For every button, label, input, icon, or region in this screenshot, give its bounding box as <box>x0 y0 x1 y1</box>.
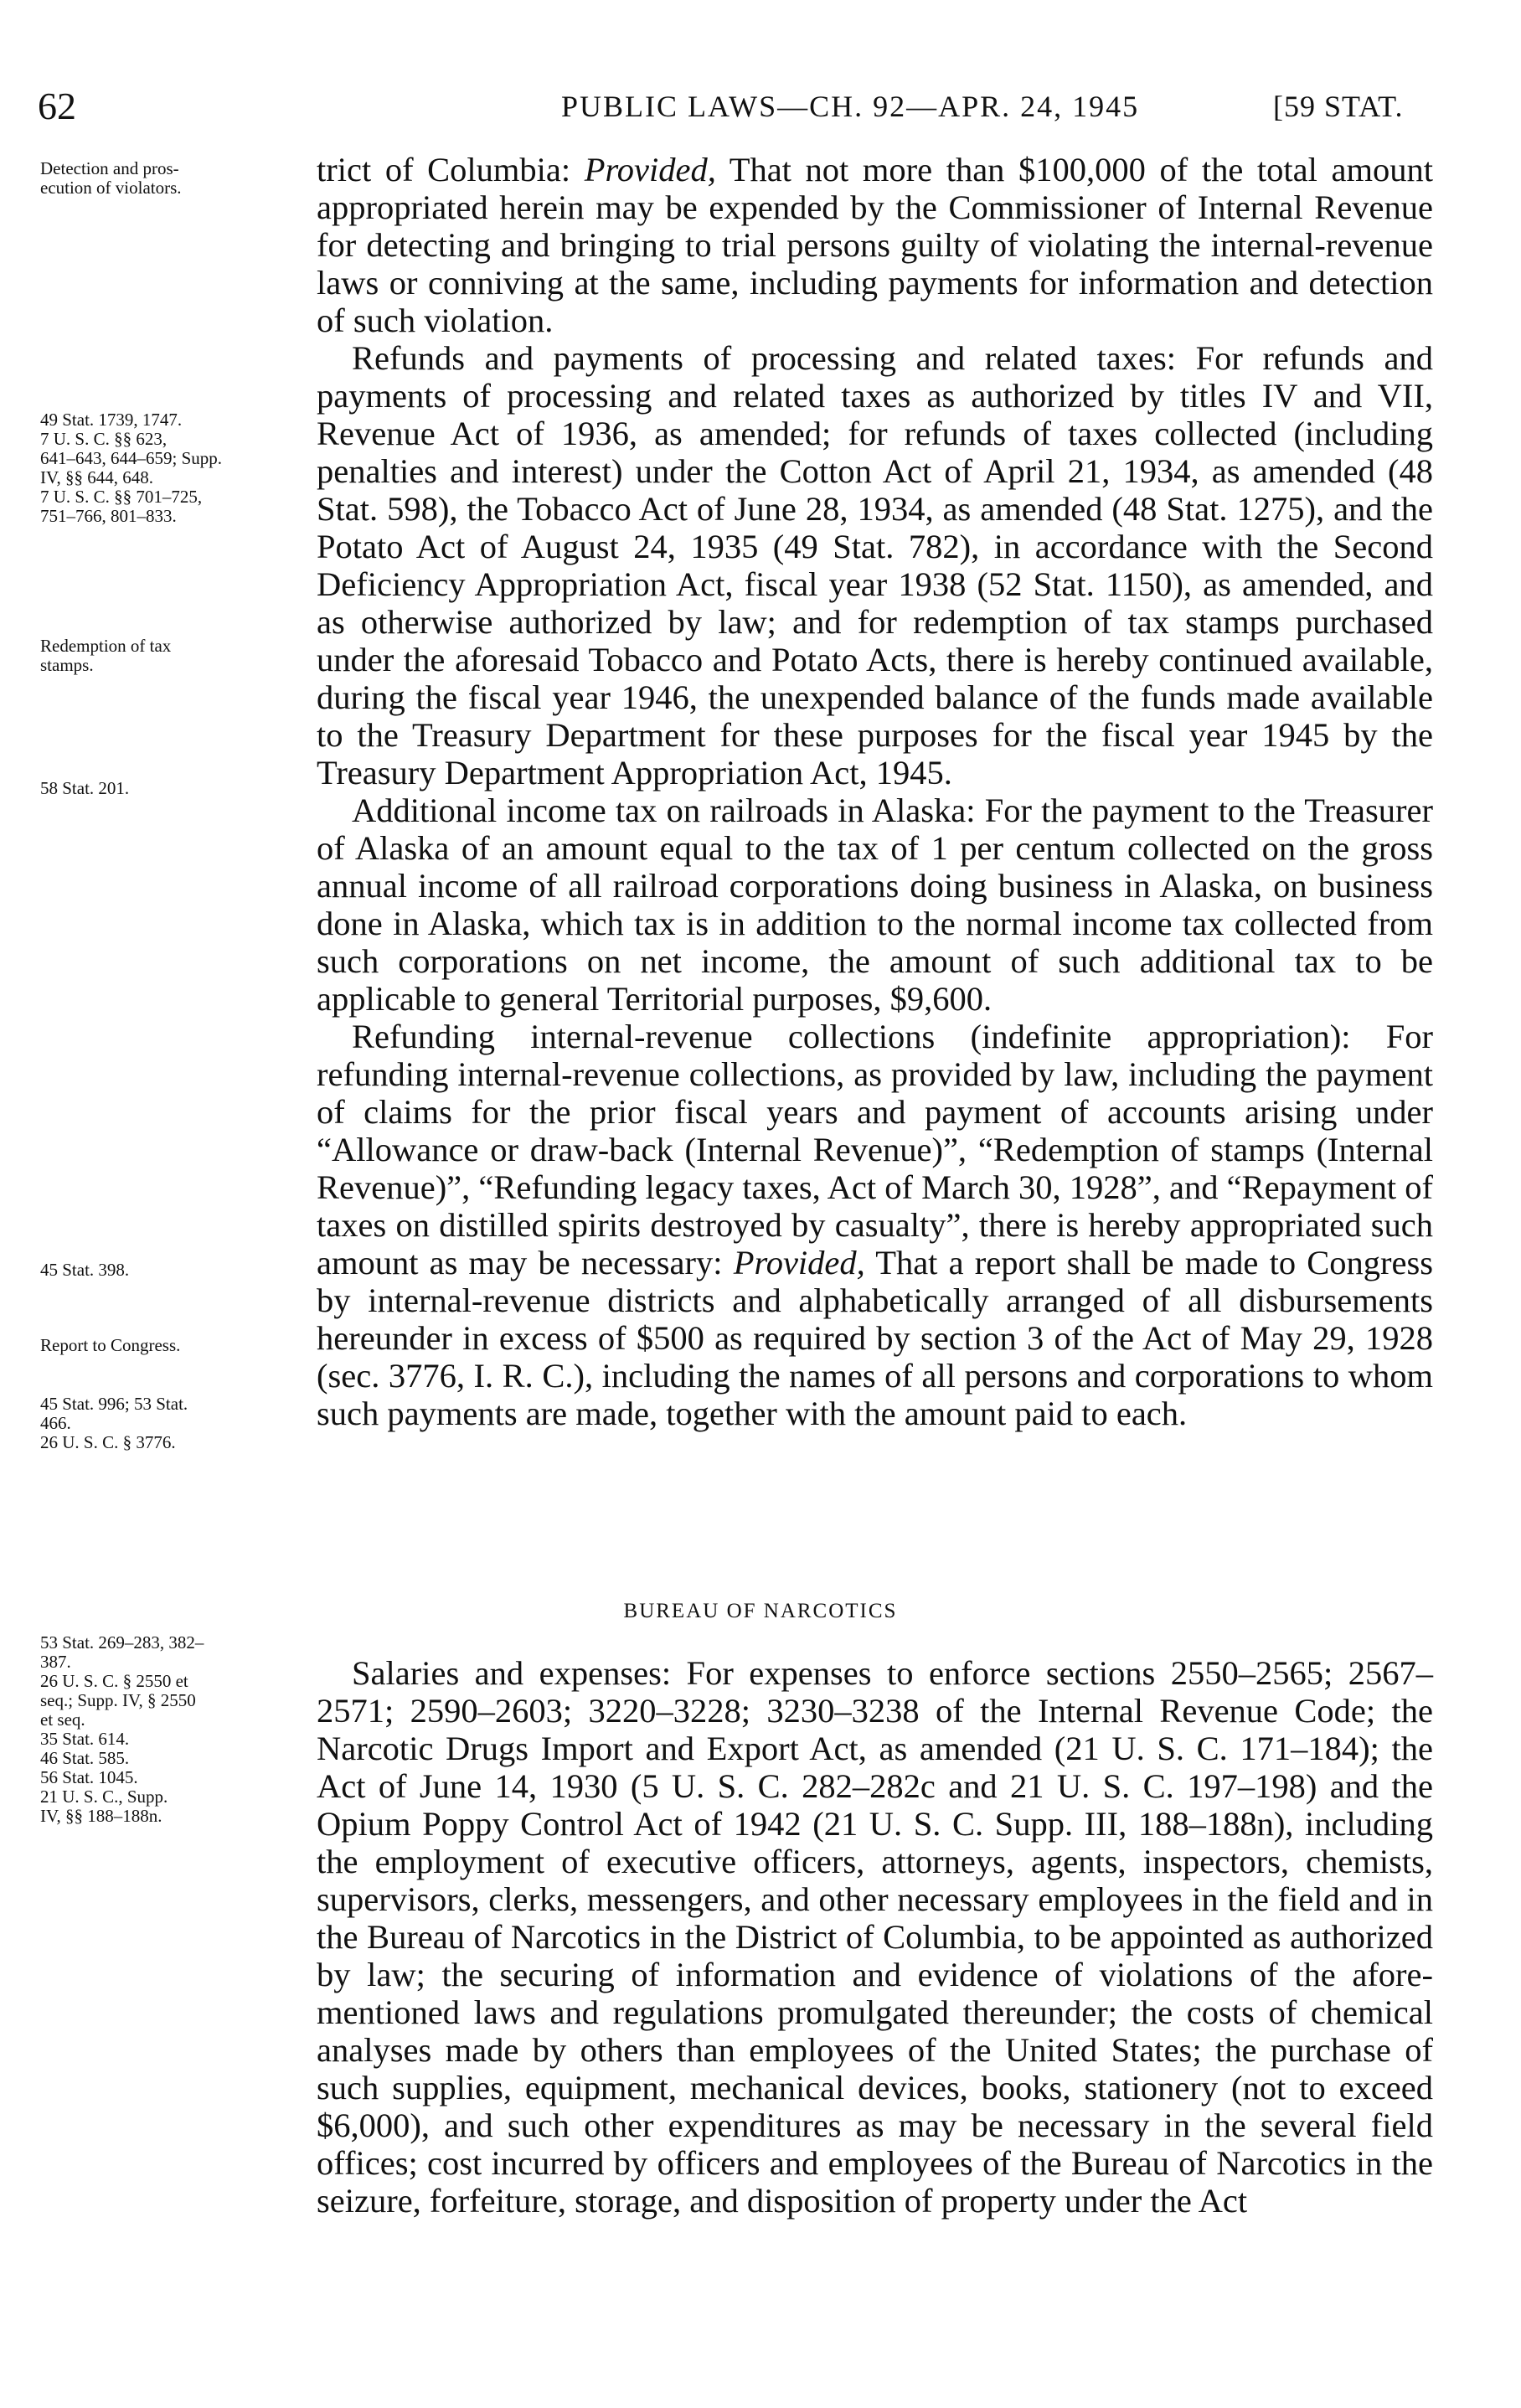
margin-note-line: 26 U. S. C. § 2550 et <box>40 1671 188 1691</box>
paragraph-narcotics-salaries: Salaries and expenses: For expenses to enforce sections 2550–2565; 2567–2571; 2590–2603; 3220–3228; 3230–3238 of the Internal Revenue Code; the Narcotic Drugs Import and Export Act, as amended (21 U. S. C. 171–184); the Act of June 14, 1930 (5 U. S. C. 282–282c and 21 U. S. C. 197–198) and the Opium Poppy Control Act of 1942 (21 U. S. C. Supp. III, 188–188n), including the employment of executive officers, attorneys, agents, inspectors, chemists, supervisors, clerks, messengers, and other necessary employees in the field and in the Bureau of Narcotics in the District of Columbia, to be appointed as authorized by law; the securing of information and evidence of violations of the afore-mentioned laws and regulations promulgated thereunder; the costs of chemical analyses made by others than employees of the United States; the purchase of such supplies, equipment, mechanical devices, books, stationery (not to exceed $6,000), and such other expenditures as may be necessary in the several field offices; cost incurred by officers and employees of the Bureau of Narcotics in the seizure, forfeiture, storage, and disposition of property under the Act <box>317 1654 1433 2220</box>
margin-note-line: 26 U. S. C. § 3776. <box>40 1432 176 1452</box>
margin-note-line: 751–766, 801–833. <box>40 506 177 526</box>
margin-note-line: 45 Stat. 398. <box>40 1260 130 1280</box>
margin-note-line: 56 Stat. 1045. <box>40 1767 138 1787</box>
margin-note-line: 58 Stat. 201. <box>40 778 130 798</box>
paragraph-text: trict of Columbia: <box>317 151 585 188</box>
margin-note-line: 35 Stat. 614. <box>40 1729 130 1749</box>
paragraph-detection <box>317 151 1433 339</box>
margin-note-redemption <box>40 637 279 675</box>
margin-note-citation-2 <box>40 779 279 798</box>
margin-note-line: Detection and pros- <box>40 158 179 178</box>
running-head: PUBLIC LAWS—CH. 92—APR. 24, 1945 <box>561 90 1140 123</box>
page-number: 62 <box>38 85 76 127</box>
margin-note-line: IV, §§ 188–188n. <box>40 1806 162 1826</box>
paragraph-alaska-railroads: Additional income tax on railroads in Alaska: For the payment to the Treasurer of Alaska of an amount equal to the tax of 1 per centum collected on the gross annual income of all railroad corporations doing business in Alaska, on business done in Alaska, which tax is in addition to the normal income tax collected from such corporations on net income, the amount of such additional tax to be applicable to general Territorial purposes, $9,600. <box>317 791 1433 1018</box>
margin-note-line: et seq. <box>40 1709 85 1730</box>
stat-volume: [59 STAT. <box>1273 90 1404 123</box>
margin-note-line: ecution of violators. <box>40 178 182 198</box>
margin-note-line: 641–643, 644–659; Supp. <box>40 448 223 468</box>
paragraph-text: That not more than $100,000 of the total amount appropriated herein may be expended by the Commissioner of Internal Revenue for detecting and bringing to trial persons guilty of violating the internal-revenue laws or conniving at the same, including payments for information and detection of such violation. <box>317 151 1433 339</box>
margin-note-report <box>40 1336 279 1355</box>
margin-note-citation-4 <box>40 1395 279 1452</box>
provided-italic: Provided, <box>733 1244 865 1281</box>
paragraph-text: That a report shall be made to Congress by internal-revenue districts and alphabetically arranged of all disbursements hereunder in excess of $500 as required by section 3 of the Act of May 29, 1928 (sec. 3776, I. R. C.), including the names of all persons and corporations to whom such payments are made, together with the amount paid to each. <box>317 1244 1433 1432</box>
margin-note-line: seq.; Supp. IV, § 2550 <box>40 1690 196 1710</box>
paragraph-refunding-collections <box>317 1018 1433 1432</box>
body-text-block-2 <box>317 1654 1433 2220</box>
margin-note-line: Redemption of tax <box>40 636 172 656</box>
paragraph-text: Refunding internal-revenue collections (indefinite appropriation): For refunding internal-revenue collections, as provided by law, including the payment of claims for the prior fiscal years and payment of accounts arising under “Allowance or draw-back (Internal Revenue)”, “Redemption of stamps (Internal Revenue)”, “Refunding legacy taxes, Act of March 30, 1928”, and “Repayment of taxes on distilled spirits destroyed by casualty”, there is hereby appropriated such amount as may be necessary: <box>317 1018 1433 1281</box>
margin-note-line: 466. <box>40 1413 71 1433</box>
margin-note-line: 387. <box>40 1652 71 1672</box>
margin-note-line: 7 U. S. C. §§ 623, <box>40 429 168 449</box>
margin-note-line: 7 U. S. C. §§ 701–725, <box>40 487 203 507</box>
margin-note-detection <box>40 159 279 198</box>
margin-note-line: 49 Stat. 1739, 1747. <box>40 410 183 430</box>
paragraph-refunds-processing: Refunds and payments of processing and related taxes: For refunds and payments of processing and related taxes as authorized by titles IV and VII, Revenue Act of 1936, as amended; for refunds of taxes collected (including penalties and interest) under the Cotton Act of April 21, 1934, as amended (48 Stat. 598), the Tobacco Act of June 28, 1934, as amended (48 Stat. 1275), and the Potato Act of August 24, 1935 (49 Stat. 782), in accordance with the Second Deficiency Appropriation Act, fiscal year 1938 (52 Stat. 1150), as amended, and as otherwise authorized by law; and for redemption of tax stamps purchased under the aforesaid Tobacco and Potato Acts, there is hereby continued available, during the fiscal year 1946, the unexpended balance of the funds made available to the Treasury Department for these purposes for the fiscal year 1945 by the Treasury Department Appropriation Act, 1945. <box>317 339 1433 791</box>
margin-note-citations-1 <box>40 410 279 526</box>
margin-note-line: 53 Stat. 269–283, 382– <box>40 1632 204 1653</box>
margin-note-line: Report to Congress. <box>40 1335 181 1355</box>
provided-italic: Provided, <box>584 151 716 188</box>
section-heading: BUREAU OF NARCOTICS <box>623 1600 898 1622</box>
margin-note-line: stamps. <box>40 655 94 675</box>
margin-note-line: IV, §§ 644, 648. <box>40 467 153 487</box>
margin-note-line: 21 U. S. C., Supp. <box>40 1787 168 1807</box>
margin-note-citation-5 <box>40 1633 279 1826</box>
margin-note-line: 45 Stat. 996; 53 Stat. <box>40 1394 188 1414</box>
margin-note-line: 46 Stat. 585. <box>40 1748 130 1768</box>
body-text-block-1 <box>317 151 1433 1432</box>
margin-note-citation-3 <box>40 1261 279 1280</box>
